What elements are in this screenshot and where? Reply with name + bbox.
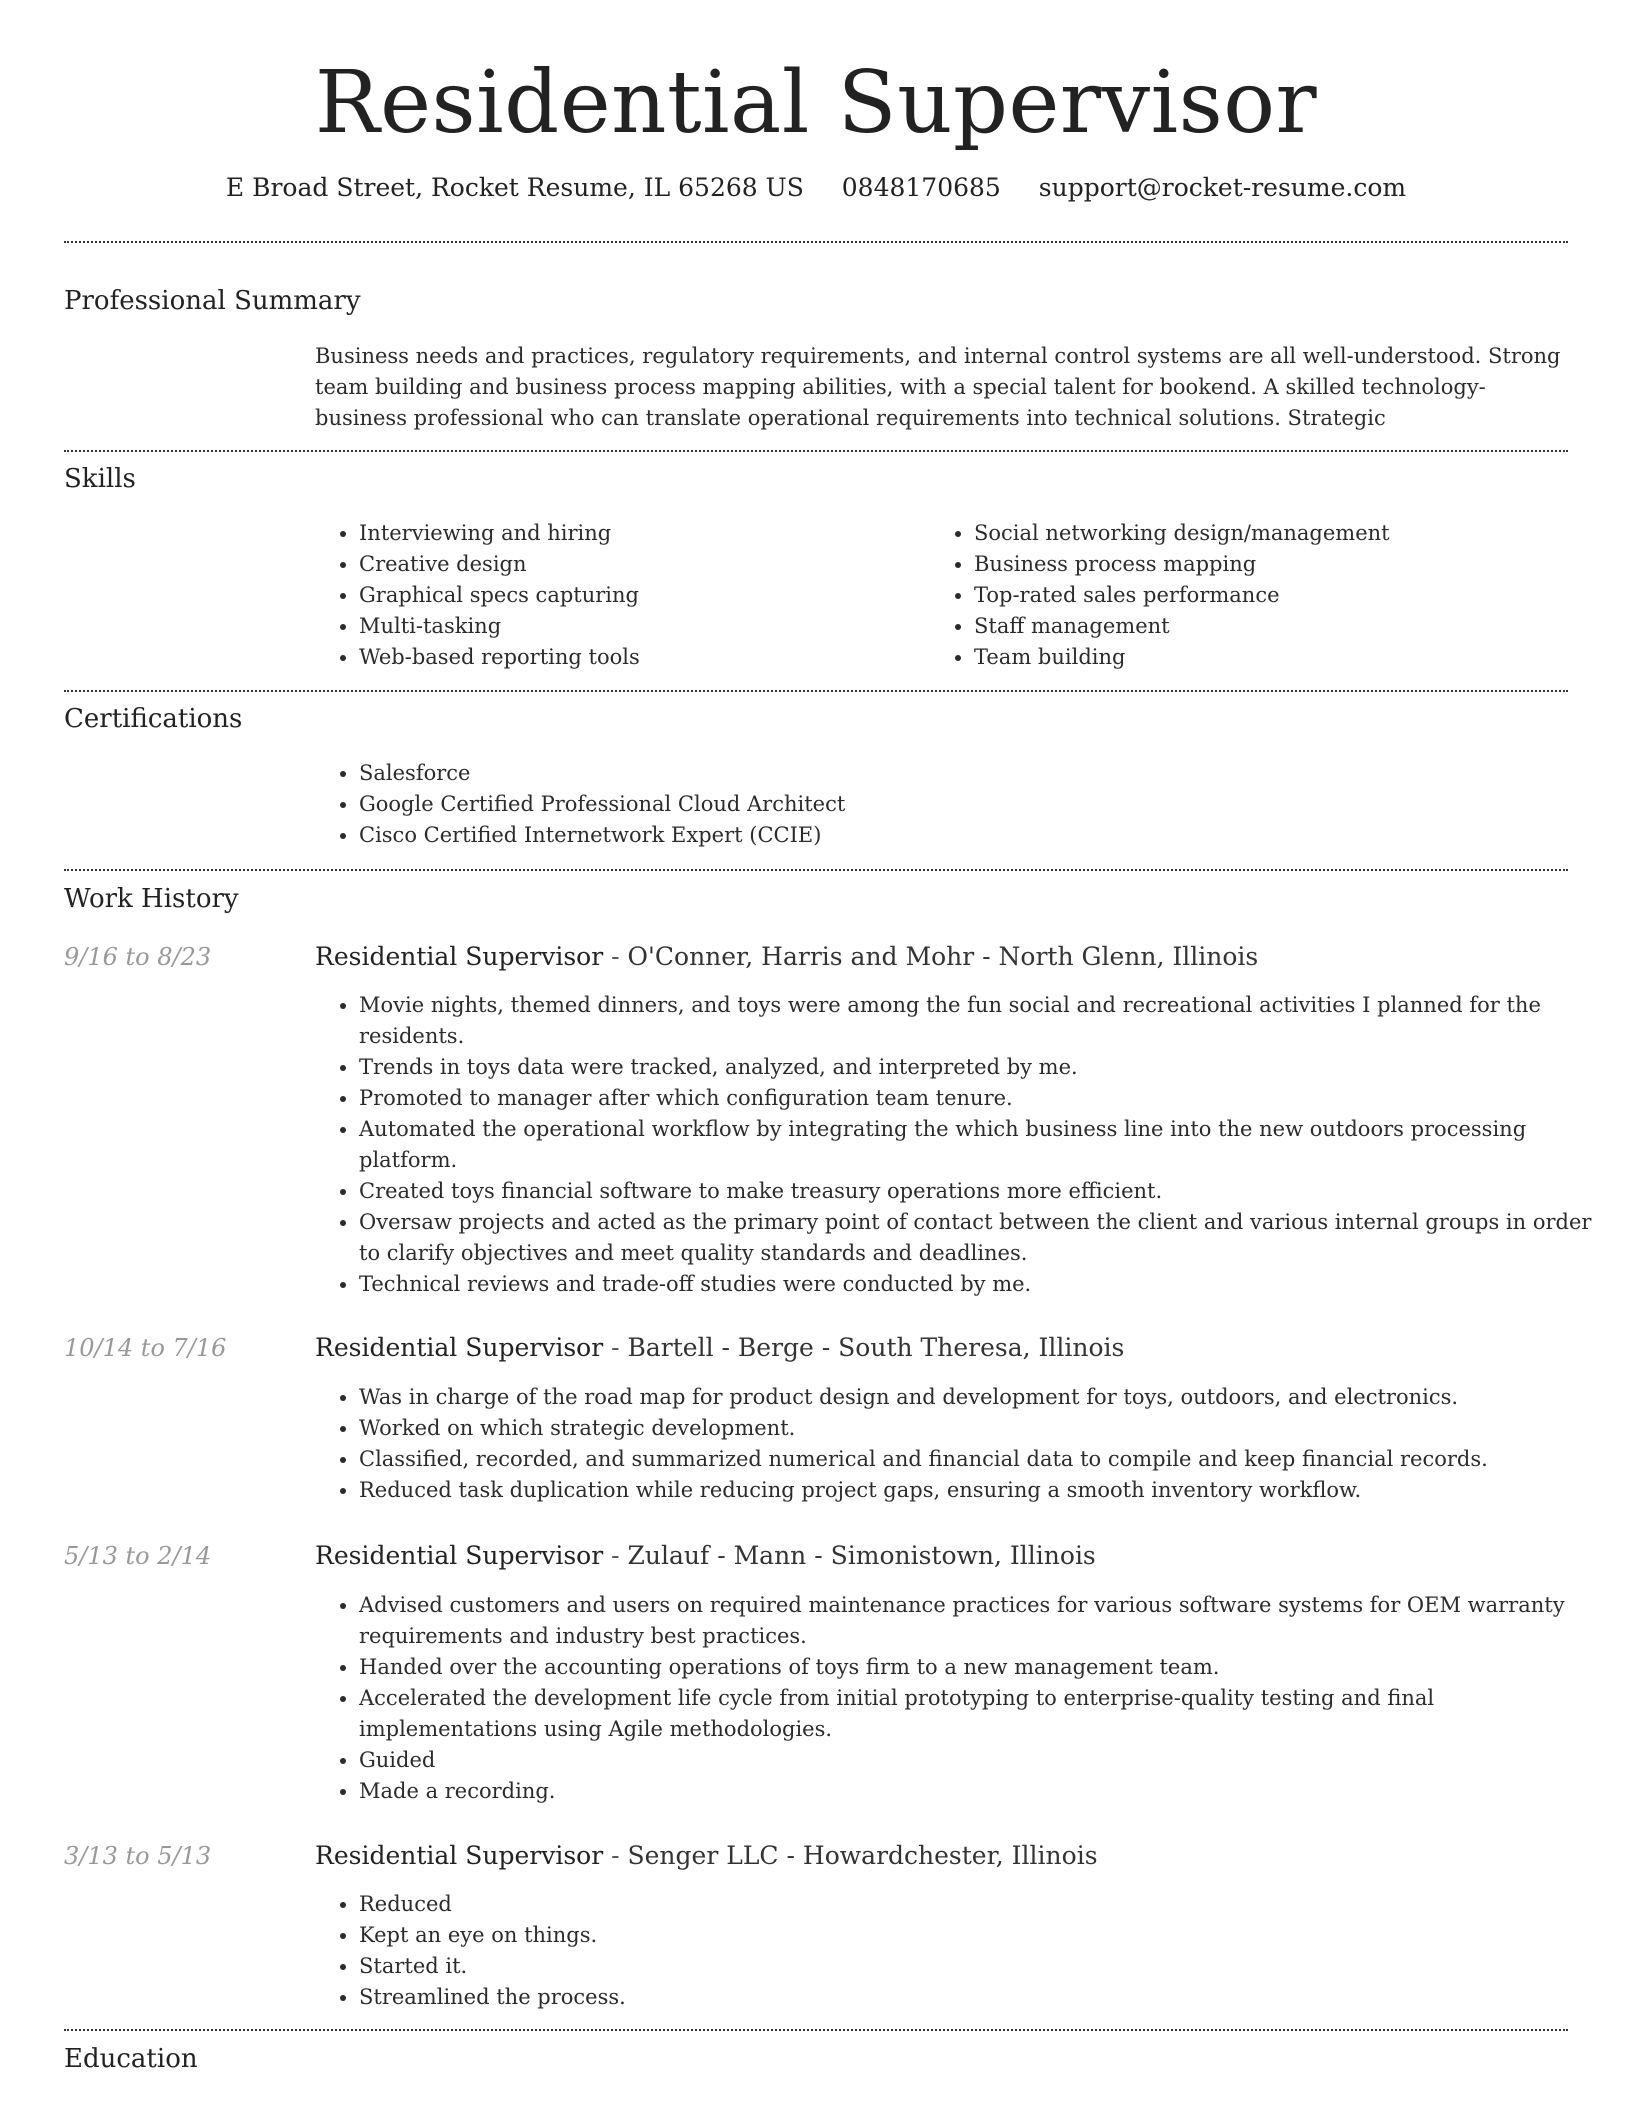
job-heading: Residential Supervisor - O'Conner, Harris and Mohr - North Glenn, Illinois: [315, 942, 1259, 971]
job-bullet: • Worked on which strategic development.: [359, 1413, 1609, 1444]
section-divider: [64, 2029, 1568, 2031]
email: support@rocket-resume.com: [1038, 173, 1407, 202]
section-divider: [64, 690, 1568, 692]
job-bullet: • Reduced: [359, 1889, 1609, 1920]
job-bullet: • Reduced task duplication while reducing project gaps, ensuring a smooth inventory workflow.: [359, 1475, 1609, 1506]
job-title: Residential Supervisor: [315, 1841, 604, 1870]
job-title: Residential Supervisor: [315, 1333, 604, 1362]
job-title: Residential Supervisor: [315, 1541, 604, 1570]
job-bullet: • Handed over the accounting operations of toys firm to a new management team.: [359, 1652, 1609, 1683]
job-bullet: • Oversaw projects and acted as the primary point of contact between the client and various internal groups in order to clarify objectives and meet quality standards and deadlines.: [359, 1207, 1609, 1269]
section-divider: [64, 241, 1568, 243]
skill-item: • Graphical specs capturing: [359, 580, 919, 611]
skill-item: • Top-rated sales performance: [974, 580, 1594, 611]
job-dates: 3/13 to 5/13: [64, 1842, 212, 1870]
job-employer: Zulauf - Mann - Simonistown, Illinois: [627, 1541, 1096, 1570]
job-bullet: • Accelerated the development life cycle from initial prototyping to enterprise-quality testing and final implementations using Agile methodologies.: [359, 1683, 1609, 1745]
skill-item: • Staff management: [974, 611, 1594, 642]
certifications-list: [315, 758, 1559, 851]
candidate-name: Residential Supervisor: [314, 53, 1318, 153]
job-bullet: • Made a recording.: [359, 1776, 1609, 1807]
job-bullet: • Movie nights, themed dinners, and toys were among the fun social and recreational activities I planned for the residents.: [359, 990, 1609, 1052]
skill-item: • Business process mapping: [974, 549, 1594, 580]
job-bullets: [315, 1889, 1609, 2013]
job-bullet: • Guided: [359, 1745, 1609, 1776]
skill-item: • Multi-tasking: [359, 611, 919, 642]
job-employer: Senger LLC - Howardchester, Illinois: [627, 1841, 1098, 1870]
job-bullet: • Streamlined the process.: [359, 1982, 1609, 2013]
skills-list-right: [930, 518, 1594, 673]
phone: 0848170685: [841, 173, 1001, 202]
job-dates: 5/13 to 2/14: [64, 1542, 212, 1570]
job-bullet: • Advised customers and users on required maintenance practices for various software systems for OEM warranty requirements and industry best practices.: [359, 1590, 1609, 1652]
job-bullet: • Kept an eye on things.: [359, 1920, 1609, 1951]
job-employer: O'Conner, Harris and Mohr - North Glenn, Illinois: [627, 942, 1259, 971]
job-bullets: [315, 990, 1609, 1300]
skill-item: • Creative design: [359, 549, 919, 580]
education-heading: Education: [64, 2044, 198, 2074]
job-employer: Bartell - Berge - South Theresa, Illinois: [627, 1333, 1125, 1362]
job-bullet: • Trends in toys data were tracked, analyzed, and interpreted by me.: [359, 1052, 1609, 1083]
job-title: Residential Supervisor: [315, 942, 604, 971]
summary-text: Business needs and practices, regulatory requirements, and internal control systems are all well-understood. Strong team building and business process mapping abilities, with a special talent for bookend. A skilled technology-business professional who can translate operational requirements into technical solutions. Strategic: [315, 344, 1561, 430]
job-bullet: • Created toys financial software to make treasury operations more efficient.: [359, 1176, 1609, 1207]
job-dates: 10/14 to 7/16: [64, 1334, 227, 1362]
certification-item: • Salesforce: [359, 758, 1559, 789]
work-history-heading: Work History: [64, 884, 239, 914]
skill-item: • Team building: [974, 642, 1594, 673]
certification-item: • Google Certified Professional Cloud Architect: [359, 789, 1559, 820]
job-bullets: [315, 1590, 1609, 1807]
job-heading: Residential Supervisor - Bartell - Berge - South Theresa, Illinois: [315, 1333, 1125, 1362]
contact-line: [0, 170, 1632, 206]
job-dates: 9/16 to 8/23: [64, 943, 212, 971]
summary-heading: Professional Summary: [64, 286, 361, 316]
skills-heading: Skills: [64, 464, 136, 494]
job-bullets: [315, 1382, 1609, 1506]
skill-item: • Social networking design/management: [974, 518, 1594, 549]
skill-item: • Web-based reporting tools: [359, 642, 919, 673]
job-bullet: • Technical reviews and trade-off studies were conducted by me.: [359, 1269, 1609, 1300]
skill-item: • Interviewing and hiring: [359, 518, 919, 549]
section-divider: [64, 869, 1568, 871]
job-heading: Residential Supervisor - Zulauf - Mann - Simonistown, Illinois: [315, 1541, 1096, 1570]
job-bullet: • Started it.: [359, 1951, 1609, 1982]
job-bullet: • Classified, recorded, and summarized numerical and financial data to compile and keep financial records.: [359, 1444, 1609, 1475]
job-bullet: • Automated the operational workflow by integrating the which business line into the new outdoors processing platform.: [359, 1114, 1609, 1176]
job-heading: Residential Supervisor - Senger LLC - Howardchester, Illinois: [315, 1841, 1098, 1870]
certifications-heading: Certifications: [64, 704, 243, 734]
section-divider: [64, 450, 1568, 452]
skills-list-left: [315, 518, 919, 673]
job-bullet: • Promoted to manager after which configuration team tenure.: [359, 1083, 1609, 1114]
job-bullet: • Was in charge of the road map for product design and development for toys, outdoors, and electronics.: [359, 1382, 1609, 1413]
certification-item: • Cisco Certified Internetwork Expert (CCIE): [359, 820, 1559, 851]
address: E Broad Street, Rocket Resume, IL 65268 US: [225, 173, 804, 202]
